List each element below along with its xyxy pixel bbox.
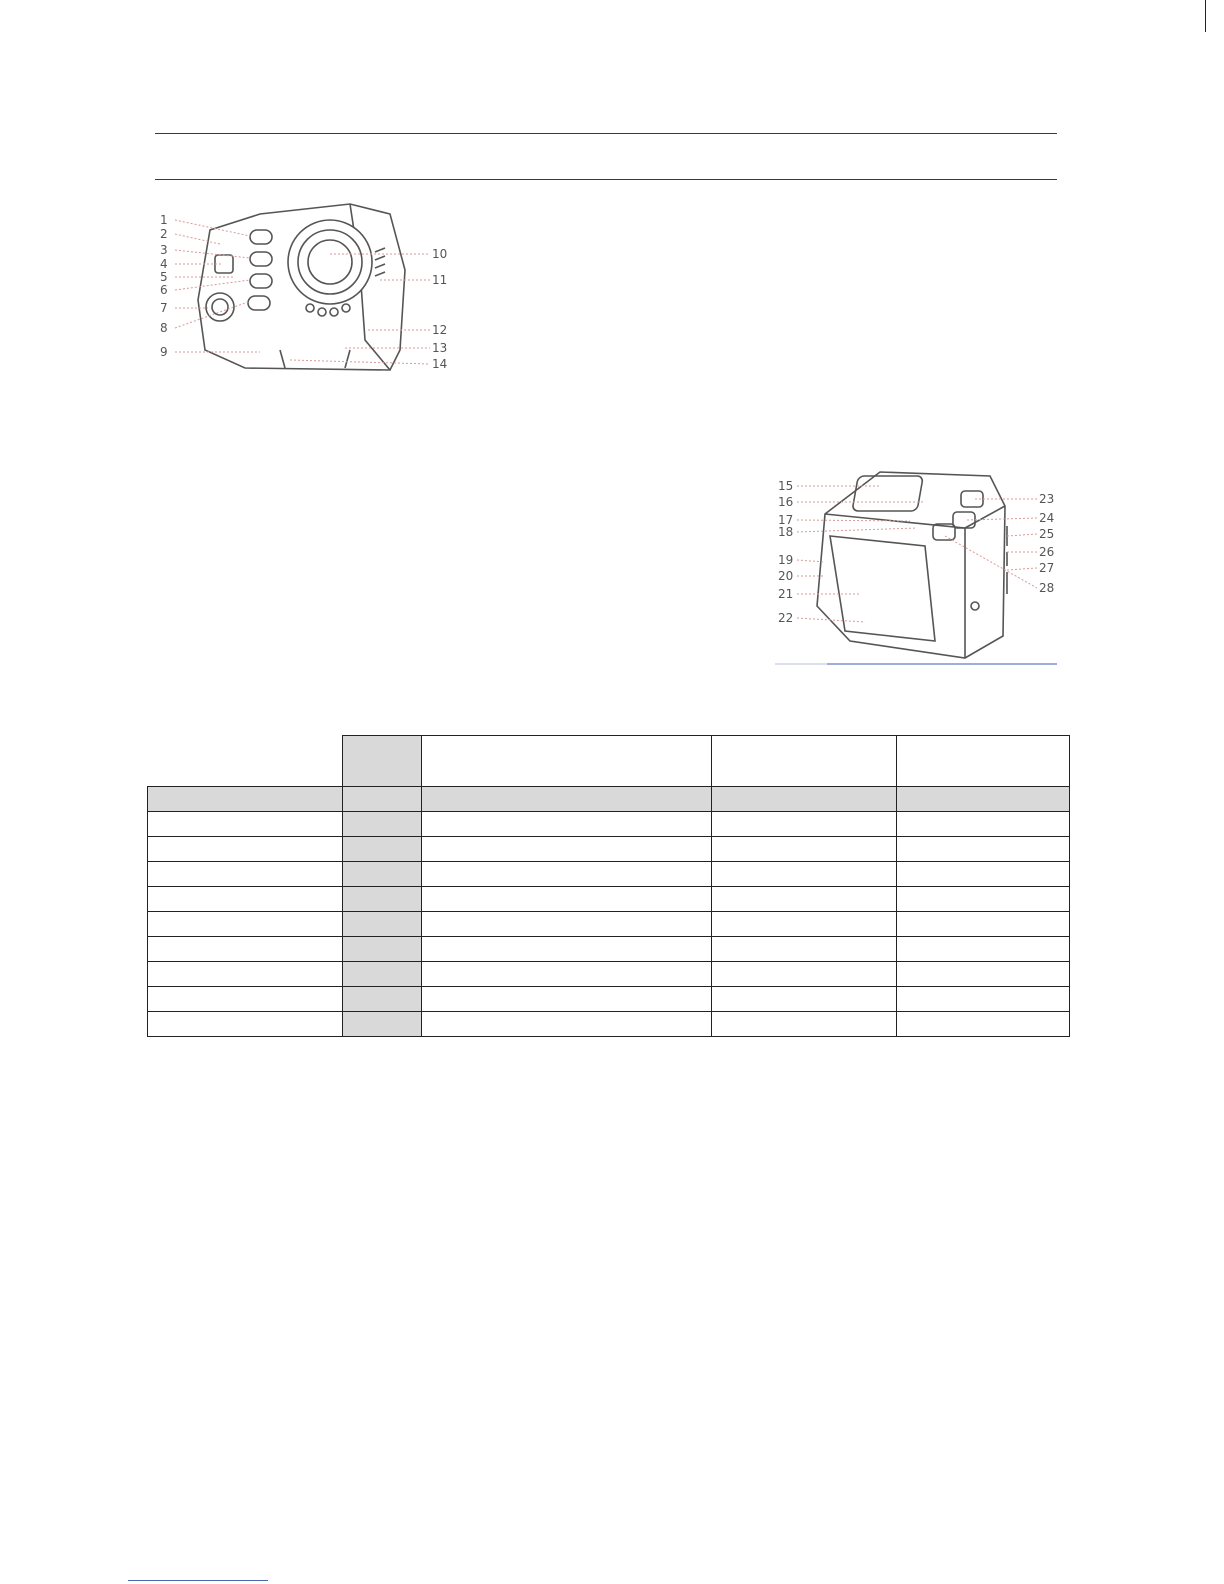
table-row [148,1012,1070,1037]
callout-9: 9 [160,345,168,359]
callout-18: 18 [778,525,794,539]
table-cell [343,1012,422,1037]
table-row [148,837,1070,862]
table-row [148,887,1070,912]
table-cell [343,837,422,862]
camera-front-diagram [150,200,455,382]
table-cell [148,812,343,837]
table-cell [897,937,1070,962]
table-cell [897,862,1070,887]
table-cell [897,912,1070,937]
table-cell [422,736,712,787]
callout-17: 17 [778,513,794,527]
callout-3: 3 [160,243,168,257]
callout-5: 5 [160,270,168,284]
table-cell [343,962,422,987]
table-cell [712,736,897,787]
footer-link-underline [128,1580,268,1581]
header-rule-bottom [155,179,1057,180]
callout-20: 20 [778,569,794,583]
spec-table [147,735,1070,1037]
table-cell [343,887,422,912]
table-cell [148,862,343,887]
camera-back-diagram [775,466,1060,666]
table-cell [712,1012,897,1037]
table-cell [148,736,343,787]
table-cell [422,912,712,937]
page-corner-mark [1205,0,1206,32]
table-cell [897,787,1070,812]
table-cell [712,987,897,1012]
callout-1: 1 [160,213,168,227]
callout-24: 24 [1039,511,1055,525]
table-cell [343,736,422,787]
table-cell [897,736,1070,787]
callout-10: 10 [432,247,448,261]
callout-13: 13 [432,341,448,355]
callout-28: 28 [1039,581,1055,595]
table-cell [712,962,897,987]
table-cell [422,787,712,812]
callout-27: 27 [1039,561,1055,575]
table-row [148,912,1070,937]
table-cell [712,812,897,837]
table-cell [712,862,897,887]
table-row [148,812,1070,837]
table-cell [897,962,1070,987]
table-cell [712,837,897,862]
callout-16: 16 [778,495,794,509]
callout-25: 25 [1039,527,1055,541]
callout-2: 2 [160,227,168,241]
table-cell [148,787,343,812]
table-row [148,787,1070,812]
table-cell [148,887,343,912]
callout-6: 6 [160,283,168,297]
table-cell [343,912,422,937]
table-cell [422,862,712,887]
table-cell [148,937,343,962]
table-cell [712,887,897,912]
table-row [148,962,1070,987]
callout-22: 22 [778,611,794,625]
table-cell [343,812,422,837]
callout-4: 4 [160,257,168,271]
callout-26: 26 [1039,545,1055,559]
table-cell [897,837,1070,862]
callout-8: 8 [160,321,168,335]
table-cell [343,987,422,1012]
table-cell [897,812,1070,837]
table-row [148,862,1070,887]
table-cell [422,812,712,837]
table-cell [148,1012,343,1037]
callout-11: 11 [432,273,448,287]
table-cell [897,887,1070,912]
table-cell [897,987,1070,1012]
table-cell [148,837,343,862]
table-cell [422,1012,712,1037]
table-cell [148,987,343,1012]
table-cell [422,887,712,912]
table-cell [897,1012,1070,1037]
table-cell [148,962,343,987]
table-cell [343,862,422,887]
callout-12: 12 [432,323,448,337]
callout-19: 19 [778,553,794,567]
header-rule-top [155,133,1057,134]
table-row [148,937,1070,962]
camera-back-body [817,472,1007,658]
table-cell [422,962,712,987]
callout-14: 14 [432,357,448,371]
table-cell [422,837,712,862]
callout-23: 23 [1039,492,1055,506]
camera-front-body [198,204,405,370]
table-cell [712,787,897,812]
table-cell [422,987,712,1012]
table-cell [343,937,422,962]
table-cell [343,787,422,812]
table-row [148,987,1070,1012]
table-cell [148,912,343,937]
callout-21: 21 [778,587,794,601]
table-cell [712,937,897,962]
callout-7: 7 [160,301,168,315]
table-cell [712,912,897,937]
table-header-row [148,736,1070,787]
callout-15: 15 [778,479,794,493]
table-cell [422,937,712,962]
